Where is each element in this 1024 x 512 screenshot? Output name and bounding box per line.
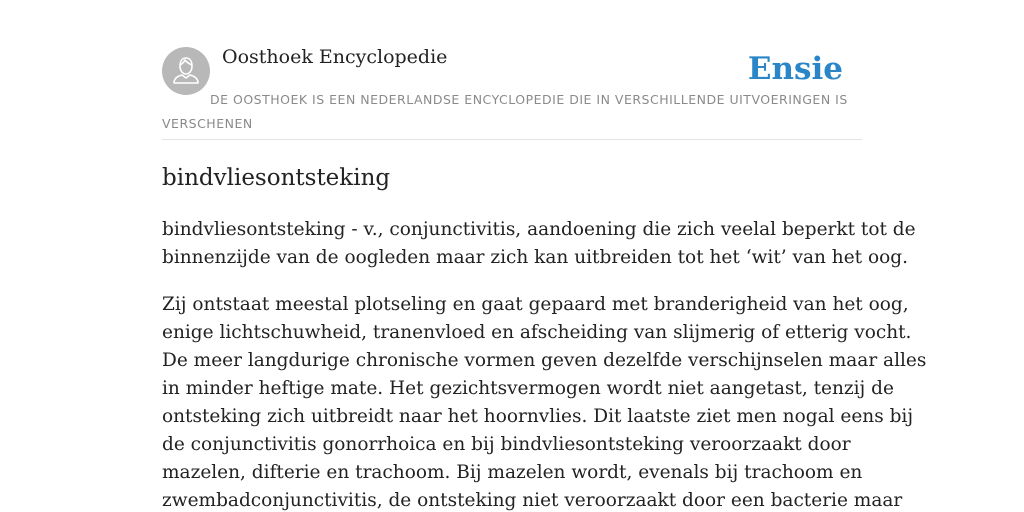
paragraph-line: mazelen, difterie en trachoom. Bij mazelen wordt, evenals bij trachoom en xyxy=(162,462,863,483)
paragraph-line: ontsteking zich uitbreidt naar het hoornvlies. Dit laatste ziet men nogal eens bij xyxy=(162,406,914,427)
paragraph-line: in minder heftige mate. Het gezichtsvermogen wordt niet aangetast, tenzij de xyxy=(162,378,894,399)
paragraph-line: binnenzijde van de oogleden maar zich kan uitbreiden tot het ‘wit’ van het oog. xyxy=(162,247,908,268)
source-name-link[interactable]: Oosthoek Encyclopedie xyxy=(222,46,448,68)
paragraph-line: de conjunctivitis gonorrhoica en bij bindvliesontsteking veroorzaakt door xyxy=(162,434,851,455)
header-divider xyxy=(162,139,862,140)
paragraph-line: zwembadconjunctivitis, de ontsteking niet veroorzaakt door een bacterie maar xyxy=(162,490,903,511)
article-paragraph xyxy=(162,291,927,512)
paragraph-line: De meer langdurige chronische vormen geven dezelfde verschijnselen maar alles xyxy=(162,350,927,371)
paragraph-line: Zij ontstaat meestal plotseling en gaat gepaard met branderigheid van het oog, xyxy=(162,294,909,315)
paragraph-line: bindvliesontsteking - v., conjunctivitis, aandoening die zich veelal beperkt tot de xyxy=(162,219,916,240)
brand-logo[interactable]: Ensie xyxy=(747,51,843,87)
article-title: bindvliesontsteking xyxy=(162,165,391,191)
source-description: DE OOSTHOEK IS EEN NEDERLANDSE ENCYCLOPEDIE DIE IN VERSCHILLENDE UITVOERINGEN IS VERSCHENEN xyxy=(162,92,848,131)
paragraph-line: enige lichtschuwheid, tranenvloed en afscheiding van slijmerig of etterig vocht. xyxy=(162,322,912,343)
article-body xyxy=(162,216,927,512)
article-paragraph xyxy=(162,216,916,272)
